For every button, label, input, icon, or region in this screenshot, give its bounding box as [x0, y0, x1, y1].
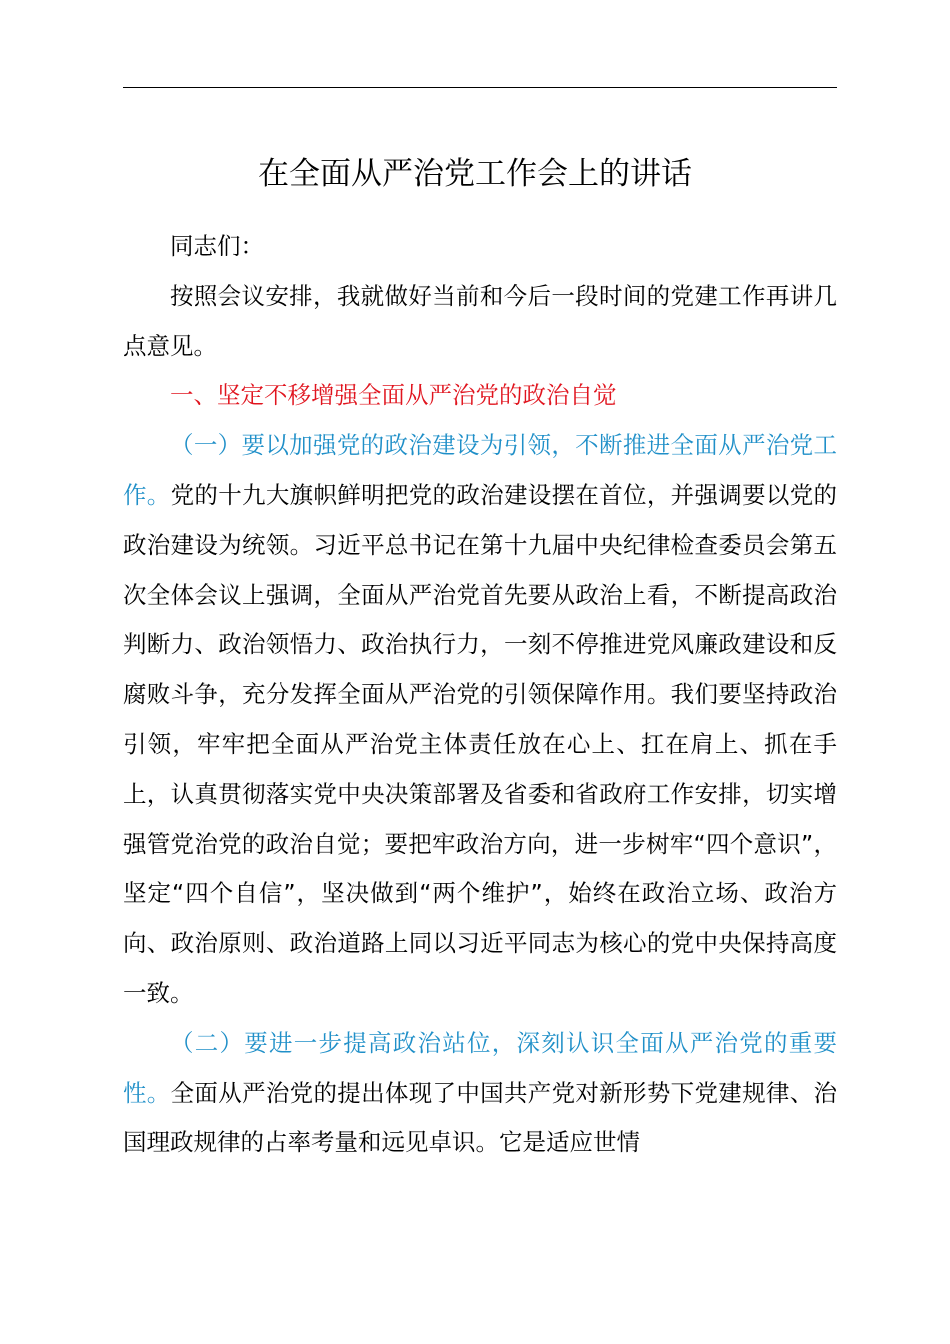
- subsection-2-heading: （二）要进一步提高政治站位，深刻认识全面从严治党的重要性。: [123, 1028, 837, 1107]
- document-title: 在全面从严治党工作会上的讲话: [258, 156, 692, 192]
- subsection-1-body: 党的十九大旗帜鲜明把党的政治建设摆在首位，并强调要以党的政治建设为统领。习近平总书记在第十九届中央纪律检查委员会第五次全体会议上强调，全面从严治党首先要从政治上看，不断提高政治判断力、政治领悟力、政治执行力，一刻不停推进党风廉政建设和反腐败斗争，充分发挥全面从严治党的引领保障作用。我们要坚持政治引领，牢牢把全面从严治党主体责任放在心上、扛在肩上、抓在手上，认真贯彻落实党中央决策部署及省委和省政府工作安排，切实增强管党治党的政治自觉；要把牢政治方向，进一步树牢“四个意识”，坚定“四个自信”，坚决做到“两个维护”，始终在政治立场、政治方向、政治原则、政治道路上同以习近平同志为核心的党中央保持高度一致。: [123, 480, 838, 1007]
- section-heading-1: 一、坚定不移增强全面从严治党的政治自觉: [170, 381, 617, 410]
- intro-paragraph: 按照会议安排，我就做好当前和今后一段时间的党建工作再讲几点意见。: [123, 281, 837, 360]
- header-rule: [123, 87, 837, 88]
- subsection-2-paragraph: [123, 1019, 837, 1168]
- subsection-2-body: 全面从严治党的提出体现了中国共产党对新形势下党建规律、治国理政规律的占率考量和远见卓识。它是适应世情: [123, 1078, 838, 1157]
- subsection-1-paragraph: [123, 421, 837, 1019]
- document-body: [123, 222, 837, 1168]
- subsection-1-heading: （一）要以加强党的政治建设为引领，不断推进全面从严治党工作。: [123, 431, 837, 509]
- salutation: 同志们：: [170, 232, 264, 260]
